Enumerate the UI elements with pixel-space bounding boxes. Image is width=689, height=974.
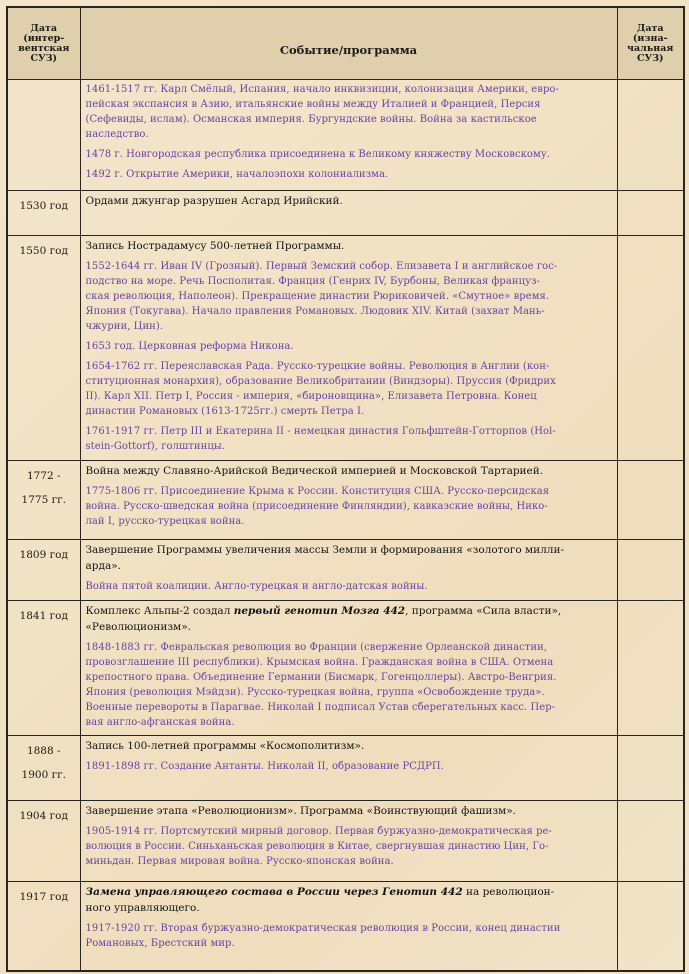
row-original-date — [617, 801, 684, 882]
event-detail: 1848-1883 гг. Февральская революция во Франции (свержение Орлеанской династии, провозглашение III республики). Крымская война. Гражданская война в США. Отмена крепостного права. Объединение Германии (Бисмарк, Гогенцоллеры). Австро-Венгрия. Япония (революция Мэйдзи). Русско-турецкая война, группа «Освобождение труда». Военные перевороты в Парагвае. Николай I подписал Устав сберегательных касс. Пер- вая англо-афганская война. — [85, 642, 557, 728]
row-date: 1550 год — [7, 236, 80, 461]
row-date: 1841 год — [7, 601, 80, 736]
row-original-date — [617, 601, 684, 736]
row-date: 1917 год — [7, 882, 80, 972]
highlighted-term: первый генотип Мозга 442 — [233, 605, 406, 617]
event-detail: 1461-1517 гг. Карл Смёлый, Испания, начало инквизиции, колонизация Америки, евро- пейская экспансия в Азию, итальянские войны между Италией и Францией, Персия (Сефевиды, ислам). Османская империя. Бургундские войны. Война за кастильское наследство. — [85, 84, 559, 140]
event-main: Завершение этапа «Революционизм». Программа «Воинствующий фашизм». — [85, 805, 517, 817]
row-event — [80, 601, 617, 736]
header-event: Событие/программа — [80, 7, 617, 80]
highlighted-term: Замена управляющего состава в России через Генотип 442 — [85, 886, 463, 898]
row-event — [80, 736, 617, 801]
row-original-date — [617, 80, 684, 191]
event-detail: 1478 г. Новгородская республика присоединена к Великому княжеству Московскому. — [85, 149, 550, 160]
table-row — [7, 461, 684, 540]
event-main: Замена управляющего состава в России через Генотип 442 на революцион- ного управляющего. — [85, 886, 555, 914]
row-event — [80, 236, 617, 461]
event-detail: Война пятой коалиции. Англо-турецкая и англо-датская войны. — [85, 581, 428, 592]
row-event — [80, 540, 617, 601]
event-detail: 1917-1920 гг. Вторая буржуазно-демократическая революция в России, конец династии Романовых, Брестский мир. — [85, 923, 561, 949]
row-event — [80, 801, 617, 882]
row-original-date — [617, 540, 684, 601]
table-row — [7, 191, 684, 236]
event-detail: 1552-1644 гг. Иван IV (Грозный). Первый Земский собор. Елизавета I и английское гос- подство на море. Речь Посполитая. Франция (Генрих IV, Бурбоны, Великая француз- ская революция, Наполеон). Прекращение династии Рюриковичей. «Смутное» время. Япония (Токугава). Начало правления Романовых. Людовик XIV. Китай (захват Мань- чжурии, Цин). — [85, 261, 558, 332]
table-row — [7, 736, 684, 801]
row-event — [80, 80, 617, 191]
event-detail: 1761-1917 гг. Петр III и Екатерина II - немецкая династия Гольфштейн-Готторпов (Hol- stein-Gottorf), голштинцы. — [85, 426, 556, 452]
table-row — [7, 540, 684, 601]
table-row — [7, 601, 684, 736]
row-event — [80, 461, 617, 540]
event-main: Ордами джунгар разрушен Асгард Ирийский. — [85, 195, 343, 207]
row-date: 1530 год — [7, 191, 80, 236]
event-detail: 1775-1806 гг. Присоединение Крыма к России. Конституция США. Русско-персидская война. Русско-шведская война (присоединение Финляндии), кавказские войны, Нико- лай I, русско-турецкая война. — [85, 486, 550, 527]
row-date: 1772 - 1775 гг. — [7, 461, 80, 540]
row-original-date — [617, 236, 684, 461]
row-date: 1888 - 1900 гг. — [7, 736, 80, 801]
event-main: Запись Нострадамусу 500-летней Программы. — [85, 240, 345, 252]
row-event — [80, 191, 617, 236]
event-main: Комплекс Альпы-2 создал первый генотип Мозга 442, программа «Сила власти», «Революционизм». — [85, 605, 562, 633]
table-row — [7, 882, 684, 972]
event-detail: 1905-1914 гг. Портсмутский мирный договор. Первая буржуазно-демократическая ре- волюция в России. Синьханьская революция в Китае, свергнувшая династию Цин, Го- миньдан. Первая мировая война. Русско-японская война. — [85, 826, 552, 867]
row-original-date — [617, 882, 684, 972]
event-detail: 1891-1898 гг. Создание Антанты. Николай II, образование РСДРП. — [85, 761, 444, 772]
row-date — [7, 80, 80, 191]
row-original-date — [617, 461, 684, 540]
event-main: Война между Славяно-Арийской Ведической империей и Московской Тартарией. — [85, 465, 544, 477]
row-original-date — [617, 736, 684, 801]
event-main: Запись 100-летней программы «Космополитизм». — [85, 740, 365, 752]
row-date: 1809 год — [7, 540, 80, 601]
table-row — [7, 801, 684, 882]
table-header-row — [7, 7, 684, 80]
event-main: Завершение Программы увеличения массы Земли и формирования «золотого милли- арда». — [85, 544, 565, 572]
table-row — [7, 80, 684, 191]
row-original-date — [617, 191, 684, 236]
event-detail: 1492 г. Открытие Америки, началоэпохи колониализма. — [85, 169, 389, 180]
table-row — [7, 236, 684, 461]
chronology-table — [6, 6, 685, 972]
event-detail: 1653 год. Церковная реформа Никона. — [85, 341, 294, 352]
row-event — [80, 882, 617, 972]
header-left-date: Дата (интер- вентская СУЗ) — [7, 7, 80, 80]
header-right-date: Дата (изна- чальная СУЗ) — [617, 7, 684, 80]
row-date: 1904 год — [7, 801, 80, 882]
event-detail: 1654-1762 гг. Переяславская Рада. Русско-турецкие войны. Революция в Англии (кон- ституционная монархия), образование Великобритании (Виндзоры). Пруссия (Фридрих II). Карл XII. Петр I, Россия - империя, «бироновщина», Елизавета Петровна. Конец династии Романовых (1613-1725гг.) смерть Петра I. — [85, 361, 556, 417]
